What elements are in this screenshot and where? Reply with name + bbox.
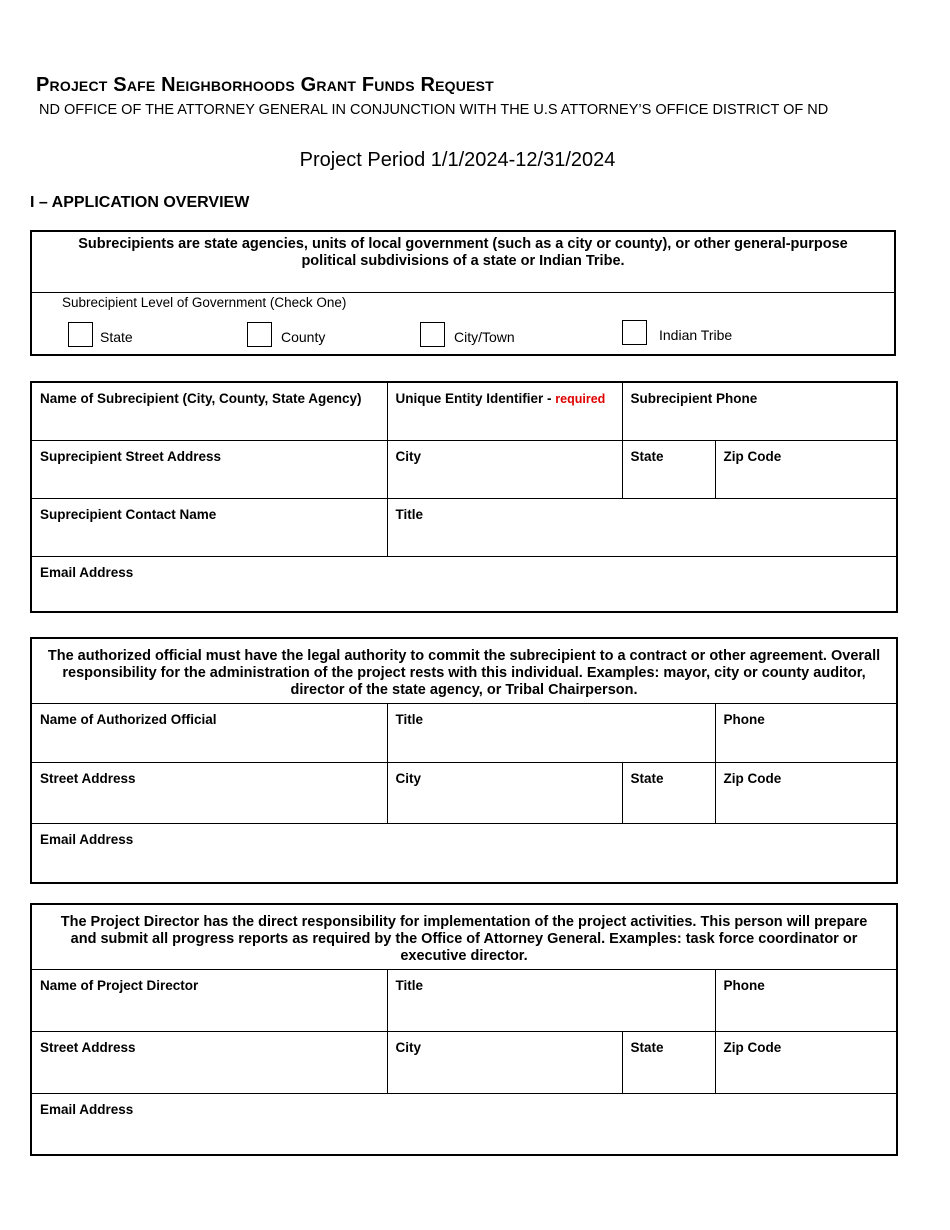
official-zip-label: Zip Code	[723, 771, 782, 786]
official-street-field[interactable]	[31, 763, 387, 824]
uei-field[interactable]	[387, 382, 622, 440]
authorized-official-note	[31, 638, 897, 704]
overview-note	[32, 232, 894, 293]
subrecipient-phone-label: Subrecipient Phone	[630, 391, 758, 406]
director-state-field[interactable]	[622, 1032, 715, 1094]
director-email-field[interactable]	[31, 1094, 897, 1155]
subrecipient-city-label: City	[395, 448, 422, 464]
uei-label: Unique Entity Identifier -	[395, 391, 556, 406]
subrecipient-state-label: State	[630, 448, 664, 464]
authorized-official-note-text: The authorized official must have the legal authority to commit the subrecipient to a contract or other agreement. Overall responsibility for the administration of the project rests with this individual. Examples: mayor, city or county auditor, director of the state agency, or Tribal Chairperson.	[47, 648, 881, 698]
director-email-label: Email Address	[40, 1102, 134, 1117]
subrecipient-title-field[interactable]	[387, 498, 897, 556]
director-title-label: Title	[395, 978, 424, 993]
director-zip-label: Zip Code	[723, 1040, 782, 1055]
director-phone-label: Phone	[723, 978, 765, 993]
official-email-field[interactable]	[31, 824, 897, 883]
overview-box	[30, 230, 896, 356]
official-street-label: Street Address	[40, 771, 136, 786]
subrecipient-zip-label: Zip Code	[723, 448, 782, 464]
state-checkbox[interactable]	[68, 322, 93, 347]
subrecipient-street-field[interactable]	[31, 440, 387, 498]
subrecipient-title-label: Title	[395, 506, 424, 522]
subrecipient-name-label: Name of Subrecipient (City, County, State Agency)	[40, 391, 362, 406]
official-email-label: Email Address	[40, 832, 134, 847]
director-name-field[interactable]	[31, 970, 387, 1032]
city-town-option-label: City/Town	[454, 329, 515, 345]
official-title-field[interactable]	[387, 704, 715, 763]
subrecipient-city-field[interactable]	[387, 440, 622, 498]
subrecipient-contact-field[interactable]	[31, 498, 387, 556]
form-title: Project Safe Neighborhoods Grant Funds Request	[36, 74, 494, 96]
subrecipient-contact-label: Suprecipient Contact Name	[40, 506, 217, 522]
indian-tribe-option-label: Indian Tribe	[659, 327, 733, 343]
official-name-label: Name of Authorized Official	[40, 712, 217, 727]
subrecipient-street-label: Suprecipient Street Address	[40, 448, 222, 464]
authorized-official-table	[30, 637, 898, 884]
project-director-note-text: The Project Director has the direct responsibility for implementation of the project activities. This person will prepare and submit all progress reports as required by the Office of Attorney General. Examples: task force coordinator or executive director.	[60, 914, 868, 964]
city-town-checkbox[interactable]	[420, 322, 445, 347]
official-phone-field[interactable]	[715, 704, 897, 763]
government-level-label: Subrecipient Level of Government (Check One)	[62, 295, 347, 310]
director-state-label: State	[630, 1040, 664, 1055]
county-checkbox[interactable]	[247, 322, 272, 347]
subrecipient-email-label: Email Address	[40, 564, 134, 580]
official-zip-field[interactable]	[715, 763, 897, 824]
subrecipient-email-field[interactable]	[31, 556, 897, 612]
overview-note-text: Subrecipients are state agencies, units of local government (such as a city or county), or other general-purpose political subdivisions of a state or Indian Tribe.	[78, 236, 848, 269]
subrecipient-state-field[interactable]	[622, 440, 715, 498]
subrecipient-zip-field[interactable]	[715, 440, 897, 498]
subrecipient-table	[30, 381, 898, 613]
indian-tribe-checkbox[interactable]	[622, 320, 647, 345]
subrecipient-name-field[interactable]	[31, 382, 387, 440]
project-director-table	[30, 903, 898, 1156]
section-heading: I – APPLICATION OVERVIEW	[30, 194, 250, 211]
official-name-field[interactable]	[31, 704, 387, 763]
director-city-label: City	[395, 1040, 422, 1055]
official-state-field[interactable]	[622, 763, 715, 824]
official-state-label: State	[630, 771, 664, 786]
director-name-label: Name of Project Director	[40, 978, 199, 993]
official-city-label: City	[395, 771, 422, 786]
form-subtitle: ND OFFICE OF THE ATTORNEY GENERAL IN CONJUNCTION WITH THE U.S ATTORNEY’S OFFICE DISTRICT OF ND	[39, 102, 829, 118]
director-city-field[interactable]	[387, 1032, 622, 1094]
state-option-label: State	[100, 329, 133, 345]
project-period: Project Period 1/1/2024-12/31/2024	[299, 149, 616, 171]
director-title-field[interactable]	[387, 970, 715, 1032]
uei-required-note: required	[555, 392, 606, 406]
project-director-note	[31, 904, 897, 970]
subrecipient-phone-field[interactable]	[622, 382, 897, 440]
official-title-label: Title	[395, 712, 424, 727]
county-option-label: County	[281, 329, 326, 345]
director-street-label: Street Address	[40, 1040, 136, 1055]
director-phone-field[interactable]	[715, 970, 897, 1032]
official-city-field[interactable]	[387, 763, 622, 824]
director-street-field[interactable]	[31, 1032, 387, 1094]
official-phone-label: Phone	[723, 712, 765, 727]
director-zip-field[interactable]	[715, 1032, 897, 1094]
